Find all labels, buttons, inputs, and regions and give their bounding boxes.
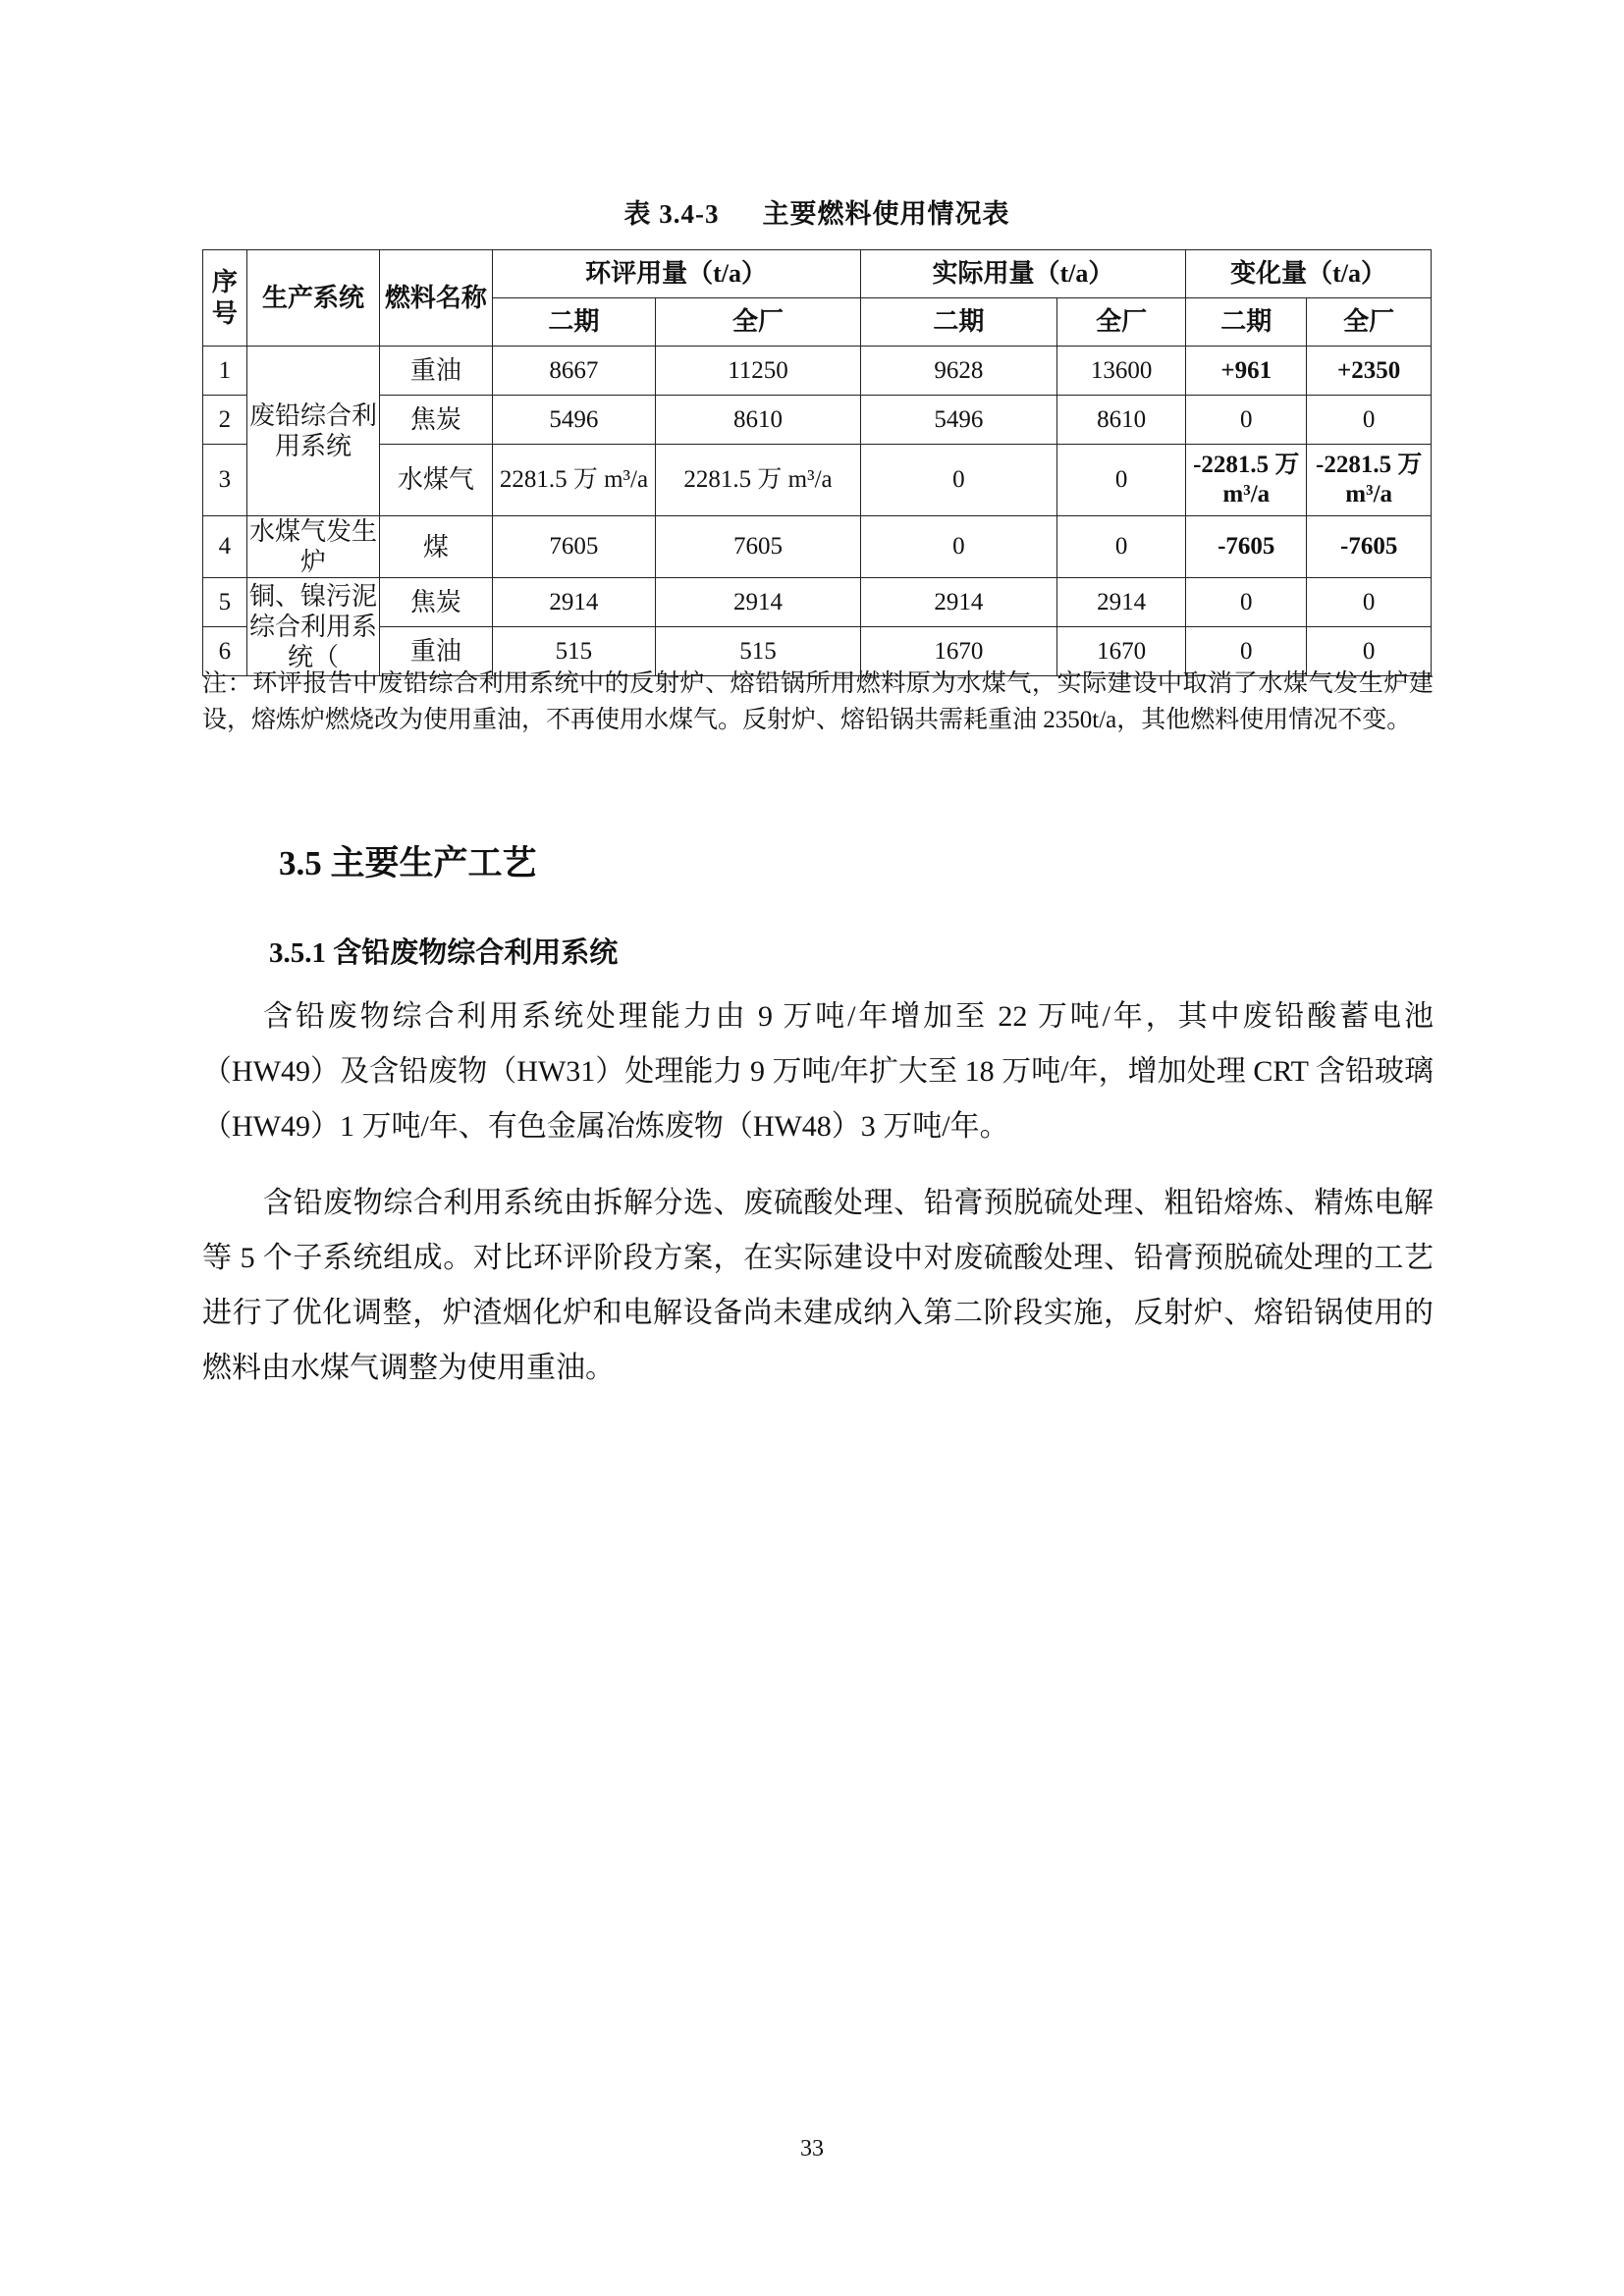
page-number: 33 xyxy=(800,2136,824,2162)
cell-eia-phase2: 8667 xyxy=(492,347,656,396)
cell-fuel: 煤 xyxy=(380,516,492,578)
cell-eia-phase2: 7605 xyxy=(492,516,656,578)
cell-eia-phase2: 5496 xyxy=(492,396,656,445)
header-change-whole: 全厂 xyxy=(1307,298,1432,347)
cell-eia-whole: 11250 xyxy=(656,347,860,396)
cell-system-gasifier: 水煤气发生炉 xyxy=(246,516,380,578)
table-note: 注：环评报告中废铅综合利用系统中的反射炉、熔铅锅所用燃料原为水煤气，实际建设中取消了水煤气发生炉建设，熔炼炉燃烧改为使用重油，不再使用水煤气。反射炉、熔铅锅共需耗重油 2350t/a，其他燃料使用情况不变。 xyxy=(202,670,1434,733)
cell-eia-whole: 2281.5 万 m³/a xyxy=(656,445,860,516)
header-seq: 序号 xyxy=(203,250,247,347)
header-fuel: 燃料名称 xyxy=(380,250,492,347)
cell-actual-whole: 1670 xyxy=(1057,627,1186,676)
table-caption-title: 主要燃料使用情况表 xyxy=(762,199,1010,229)
cell-system-lead: 废铅综合利用系统 xyxy=(246,347,380,516)
subsection-heading: 3.5.1 含铅废物综合利用系统 xyxy=(269,937,619,969)
cell-change-whole: 0 xyxy=(1307,627,1432,676)
cell-eia-phase2: 2281.5 万 m³/a xyxy=(492,445,656,516)
cell-no: 2 xyxy=(203,396,247,445)
table-row xyxy=(203,578,1432,627)
table-row xyxy=(203,516,1432,578)
cell-change-whole: -7605 xyxy=(1307,516,1432,578)
cell-actual-phase2: 0 xyxy=(860,445,1056,516)
cell-change-phase2: 0 xyxy=(1186,578,1307,627)
fuel-usage-table xyxy=(202,249,1432,676)
cell-no: 1 xyxy=(203,347,247,396)
cell-actual-phase2: 0 xyxy=(860,516,1056,578)
cell-eia-whole: 2914 xyxy=(656,578,860,627)
header-system: 生产系统 xyxy=(246,250,380,347)
cell-change-phase2: -7605 xyxy=(1186,516,1307,578)
cell-fuel: 重油 xyxy=(380,347,492,396)
cell-actual-phase2: 2914 xyxy=(860,578,1056,627)
cell-no: 5 xyxy=(203,578,247,627)
table-row xyxy=(203,396,1432,445)
table-header-row xyxy=(203,250,1432,298)
cell-change-phase2: +961 xyxy=(1186,347,1307,396)
cell-change-phase2: -2281.5 万 m³/a xyxy=(1186,445,1307,516)
cell-fuel: 焦炭 xyxy=(380,396,492,445)
cell-actual-phase2: 9628 xyxy=(860,347,1056,396)
body-paragraph-1: 含铅废物综合利用系统处理能力由 9 万吨/年增加至 22 万吨/年，其中废铅酸蓄电池（HW49）及含铅废物（HW31）处理能力 9 万吨/年扩大至 18 万吨/年，增加处理 CRT 含铅玻璃（HW49）1 万吨/年、有色金属冶炼废物（HW48）3 万吨/年。 xyxy=(202,1000,1434,1143)
table-row xyxy=(203,445,1432,516)
header-actual: 实际用量（t/a） xyxy=(860,250,1186,298)
cell-actual-whole: 13600 xyxy=(1057,347,1186,396)
header-change: 变化量（t/a） xyxy=(1186,250,1432,298)
body-paragraph-2: 含铅废物综合利用系统由拆解分选、废硫酸处理、铅膏预脱硫处理、粗铅熔炼、精炼电解等 5 个子系统组成。对比环评阶段方案，在实际建设中对废硫酸处理、铅膏预脱硫处理的工艺进行了优化调整，炉渣烟化炉和电解设备尚未建成纳入第二阶段实施，反射炉、熔铅锅使用的燃料由水煤气调整为使用重油。 xyxy=(202,1187,1434,1384)
cell-eia-phase2: 515 xyxy=(492,627,656,676)
cell-no: 6 xyxy=(203,627,247,676)
cell-system-sludge: 铜、镍污泥综合利用系统（ xyxy=(246,578,380,676)
header-eia-phase2: 二期 xyxy=(492,298,656,347)
header-actual-phase2: 二期 xyxy=(860,298,1056,347)
table-caption xyxy=(202,192,1432,231)
cell-eia-whole: 515 xyxy=(656,627,860,676)
header-eia: 环评用量（t/a） xyxy=(492,250,860,298)
header-eia-whole: 全厂 xyxy=(656,298,860,347)
cell-actual-phase2: 5496 xyxy=(860,396,1056,445)
cell-actual-whole: 8610 xyxy=(1057,396,1186,445)
cell-actual-phase2: 1670 xyxy=(860,627,1056,676)
cell-change-whole: 0 xyxy=(1307,578,1432,627)
cell-fuel: 水煤气 xyxy=(380,445,492,516)
cell-eia-whole: 7605 xyxy=(656,516,860,578)
cell-change-whole: 0 xyxy=(1307,396,1432,445)
cell-fuel: 焦炭 xyxy=(380,578,492,627)
cell-actual-whole: 0 xyxy=(1057,516,1186,578)
table-caption-number: 表 3.4-3 xyxy=(623,199,720,229)
cell-no: 4 xyxy=(203,516,247,578)
header-actual-whole: 全厂 xyxy=(1057,298,1186,347)
cell-change-whole: -2281.5 万 m³/a xyxy=(1307,445,1432,516)
cell-eia-whole: 8610 xyxy=(656,396,860,445)
cell-change-whole: +2350 xyxy=(1307,347,1432,396)
header-change-phase2: 二期 xyxy=(1186,298,1307,347)
cell-actual-whole: 2914 xyxy=(1057,578,1186,627)
cell-fuel: 重油 xyxy=(380,627,492,676)
cell-change-phase2: 0 xyxy=(1186,396,1307,445)
cell-no: 3 xyxy=(203,445,247,516)
cell-eia-phase2: 2914 xyxy=(492,578,656,627)
table-row xyxy=(203,347,1432,396)
section-heading: 3.5 主要生产工艺 xyxy=(279,844,537,882)
cell-change-phase2: 0 xyxy=(1186,627,1307,676)
cell-actual-whole: 0 xyxy=(1057,445,1186,516)
